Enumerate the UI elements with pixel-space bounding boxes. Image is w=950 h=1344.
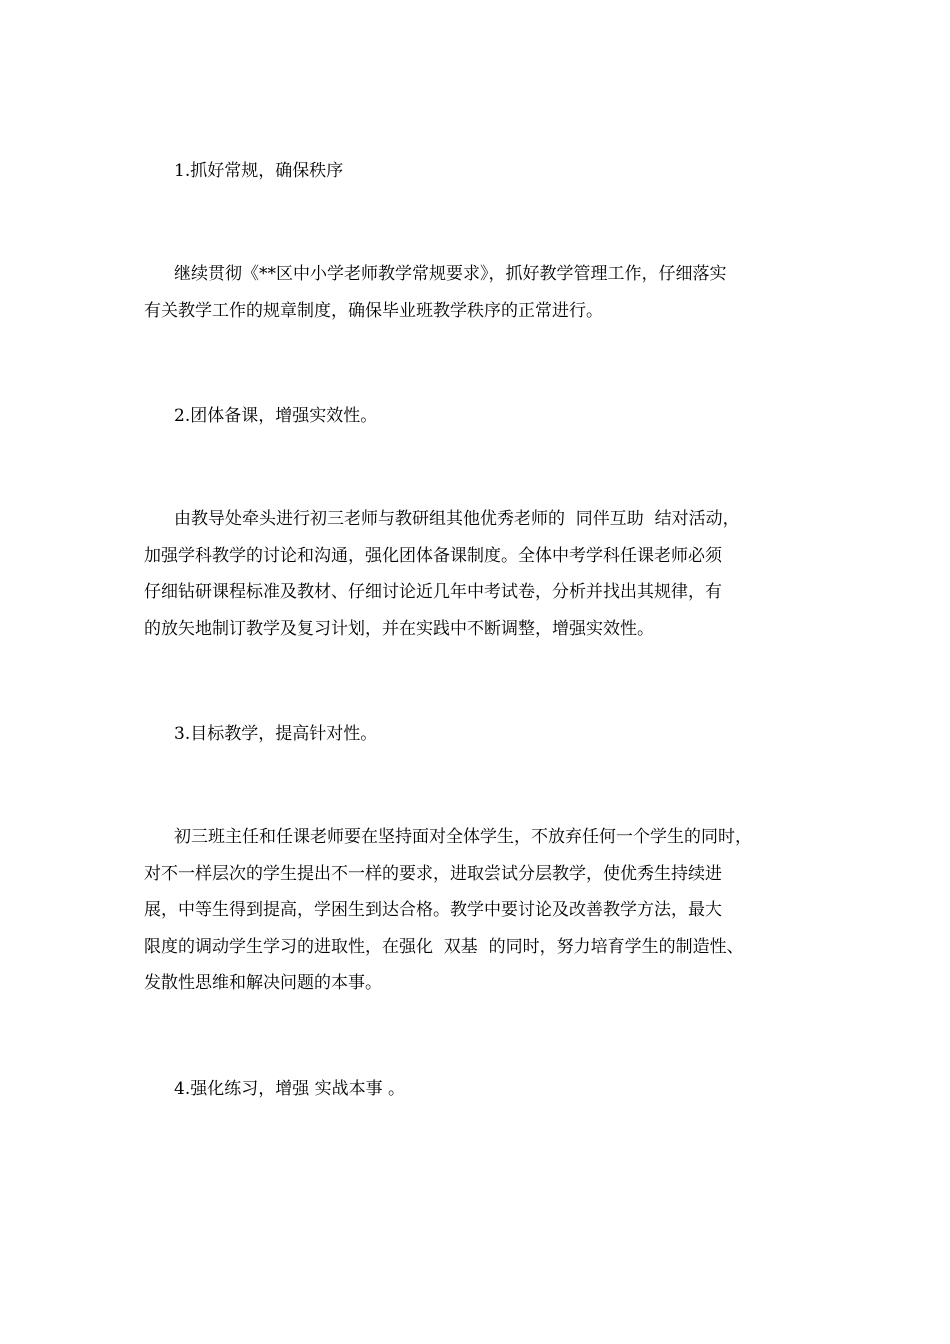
paragraph-line: 由教导处牵头进行初三老师与教研组其他优秀老师的 同伴互助 结对活动， bbox=[174, 509, 740, 529]
paragraph-line: 限度的调动学生学习的进取性，在强化 双基 的同时，努力培育学生的制造性、 bbox=[144, 936, 744, 957]
paragraph-line: 有关教学工作的规章制度，确保毕业班教学秩序的正常进行。 bbox=[144, 300, 603, 321]
section-paragraph-1 bbox=[144, 256, 844, 329]
section-paragraph-3 bbox=[144, 819, 844, 1002]
section-heading-1: 1.抓好常规，确保秩序 bbox=[174, 161, 344, 181]
section-heading-4: 4.强化练习，增强 实战本事 。 bbox=[174, 1079, 406, 1099]
paragraph-line: 发散性思维和解决问题的本事。 bbox=[144, 973, 382, 993]
paragraph-line: 加强学科教学的讨论和沟通，强化团体备课制度。全体中考学科任课老师必须 bbox=[144, 545, 722, 566]
paragraph-line: 仔细钻研课程标准及教材、仔细讨论近几年中考试卷，分析并找出其规律，有 bbox=[144, 582, 722, 602]
section-paragraph-2 bbox=[144, 501, 844, 647]
paragraph-line: 的放矢地制订教学及复习计划，并在实践中不断调整，增强实效性。 bbox=[144, 618, 654, 639]
section-heading-3: 3.目标教学，提高针对性。 bbox=[174, 724, 378, 744]
paragraph-line: 展，中等生得到提高，学困生到达合格。教学中要讨论及改善教学方法，最大 bbox=[144, 900, 722, 920]
section-heading-2: 2.团体备课，增强实效性。 bbox=[174, 406, 378, 426]
paragraph-line: 对不一样层次的学生提出不一样的要求，进取尝试分层教学，使优秀生持续进 bbox=[144, 863, 722, 884]
paragraph-line: 初三班主任和任课老师要在坚持面对全体学生，不放弃任何一个学生的同时， bbox=[174, 827, 752, 847]
paragraph-line: 继续贯彻《**区中小学老师教学常规要求》，抓好教学管理工作，仔细落实 bbox=[174, 264, 727, 284]
